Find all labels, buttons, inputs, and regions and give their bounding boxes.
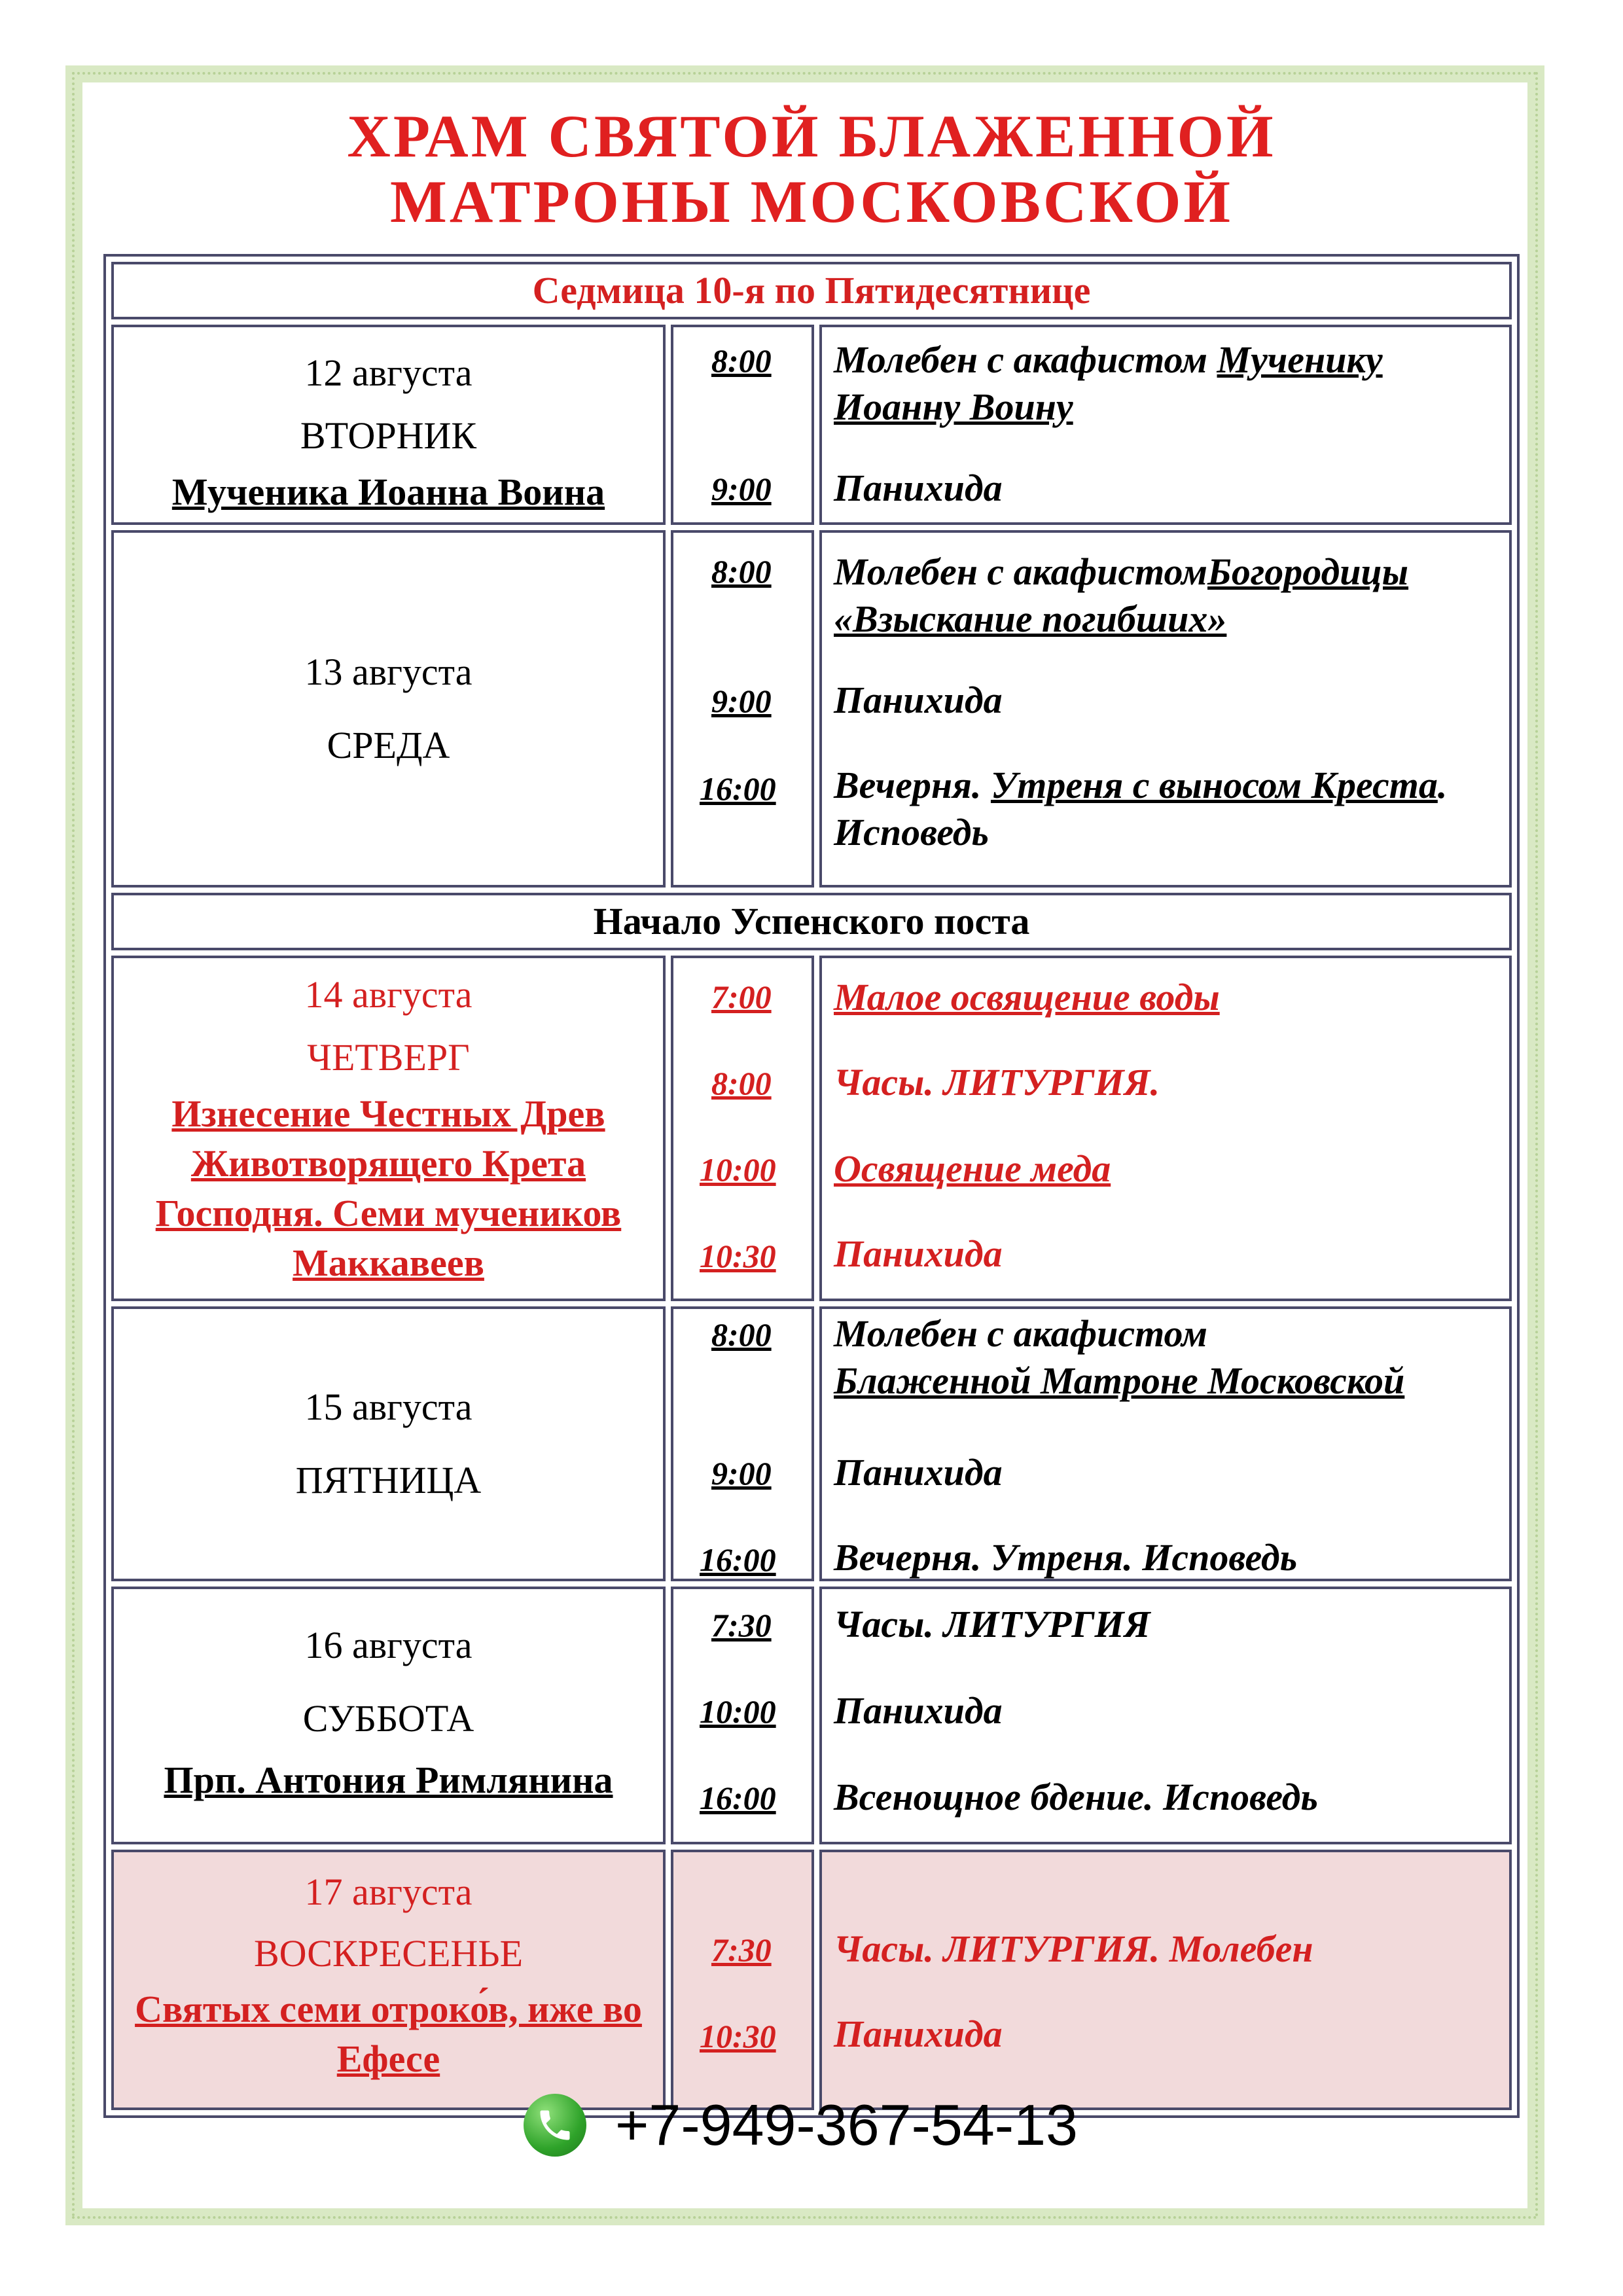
day-date: 12 августа <box>304 351 473 394</box>
week-header-row <box>111 262 1512 319</box>
day-date: 15 августа <box>304 1386 473 1428</box>
contact-phone[interactable] <box>524 2092 1078 2159</box>
service-text: Всенощное бдение. Исповедь <box>834 1776 1318 1818</box>
service-link[interactable]: Богородицы «Взыскание погибших» <box>834 550 1409 640</box>
service-cell <box>819 1850 1512 2110</box>
time-cell <box>671 530 814 888</box>
time-cell <box>671 1850 814 2110</box>
day-weekday: ПЯТНИЦА <box>295 1459 482 1501</box>
service-text: Вечерня. <box>834 764 991 806</box>
time-cell <box>671 1306 814 1581</box>
service-text: . Исповедь <box>834 764 1448 853</box>
service-time: 10:30 <box>699 1238 776 1274</box>
day-weekday: ВОСКРЕСЕНЬЕ <box>253 1932 524 1975</box>
time-cell <box>671 956 814 1301</box>
week-title: Седмица 10-я по Пятидесятнице <box>111 262 1512 319</box>
service-text: Панихида <box>834 1451 1003 1494</box>
service-text: Молебен с акафистом <box>834 1312 1208 1355</box>
table-row <box>111 1587 1512 1844</box>
service-text: Панихида <box>834 1689 1003 1732</box>
service-text: Часы. ЛИТУРГИЯ <box>834 1603 1150 1645</box>
day-feast[interactable]: Прп. Антония Римлянина <box>164 1759 613 1801</box>
service-text: Молебен с акафистом <box>834 338 1217 381</box>
service-item <box>834 762 1495 856</box>
service-text: Панихида <box>834 467 1003 509</box>
church-title-line1: ХРАМ СВЯТОЙ БЛАЖЕННОЙ <box>347 103 1276 170</box>
service-text: Панихида <box>834 679 1003 721</box>
service-time: 7:30 <box>711 1931 772 1968</box>
service-cell <box>819 530 1512 888</box>
service-text: Панихида <box>834 1232 1003 1275</box>
fast-header-row <box>111 893 1512 950</box>
day-weekday: СУББОТА <box>302 1697 474 1740</box>
service-time: 16:00 <box>699 1780 776 1816</box>
table-row <box>111 956 1512 1301</box>
day-feast: Мученика Иоанна Воина <box>171 471 605 513</box>
service-time: 10:00 <box>699 1151 776 1188</box>
time-cell <box>671 325 814 525</box>
service-link[interactable]: Малое освящение воды <box>834 976 1220 1018</box>
service-link[interactable]: Мученику Иоанну Воину <box>834 338 1383 428</box>
service-time: 10:30 <box>699 2018 776 2054</box>
service-cell <box>819 1587 1512 1844</box>
day-date: 17 августа <box>304 1871 473 1913</box>
day-cell <box>111 956 666 1301</box>
schedule-table <box>103 254 1520 2118</box>
service-cell <box>819 1306 1512 1581</box>
day-cell <box>111 1306 666 1581</box>
service-time: 7:30 <box>711 1607 772 1643</box>
service-cell <box>819 956 1512 1301</box>
service-time: 8:00 <box>711 342 772 379</box>
service-item <box>834 548 1495 643</box>
table-row <box>111 530 1512 888</box>
service-time: 8:00 <box>711 1065 772 1102</box>
day-cell <box>111 1850 666 2110</box>
table-row <box>111 1850 1512 2110</box>
fast-title: Начало Успенского поста <box>111 893 1512 950</box>
service-link[interactable]: Блаженной Матроне Московской <box>834 1359 1405 1402</box>
phone-icon <box>524 2094 586 2157</box>
time-cell <box>671 1587 814 1844</box>
phone-number[interactable]: +7-949-367-54-13 <box>615 2092 1078 2157</box>
day-cell <box>111 325 666 525</box>
day-date: 14 августа <box>304 973 473 1016</box>
day-weekday: ЧЕТВЕРГ <box>307 1036 470 1079</box>
service-time: 10:00 <box>699 1693 776 1730</box>
service-time: 8:00 <box>711 553 772 590</box>
day-feast[interactable]: Изнесение Честных Древ Животворящего Крета Господня. Семи мучеников Маккавеев <box>155 1092 622 1284</box>
service-item <box>834 1310 1495 1405</box>
day-date: 16 августа <box>304 1624 473 1666</box>
service-time: 7:00 <box>711 978 772 1015</box>
service-time: 9:00 <box>711 1455 772 1492</box>
table-row <box>111 1306 1512 1581</box>
service-time: 8:00 <box>711 1316 772 1353</box>
service-text: Молебен с акафистом <box>834 550 1208 593</box>
service-item <box>834 336 1495 431</box>
day-weekday: ВТОРНИК <box>300 414 477 457</box>
service-cell <box>819 325 1512 525</box>
service-link[interactable]: Утреня с выносом Креста <box>990 764 1438 806</box>
day-cell <box>111 530 666 888</box>
church-title-line2: МАТРОНЫ МОСКОВСКОЙ <box>390 168 1233 235</box>
service-text: Часы. ЛИТУРГИЯ. <box>834 1061 1160 1103</box>
service-time: 9:00 <box>711 471 772 507</box>
table-row <box>111 325 1512 525</box>
service-text: Часы. ЛИТУРГИЯ. Молебен <box>834 1928 1313 1970</box>
service-text: Панихида <box>834 2013 1003 2055</box>
service-time: 16:00 <box>699 1541 776 1578</box>
day-cell <box>111 1587 666 1844</box>
day-date: 13 августа <box>304 651 473 693</box>
service-text: Вечерня. Утреня. Исповедь <box>834 1536 1298 1579</box>
service-time: 16:00 <box>699 770 776 807</box>
day-weekday: СРЕДА <box>327 724 450 766</box>
service-time: 9:00 <box>711 683 772 719</box>
day-feast[interactable]: Святых семи отроко́в, иже во Ефесе <box>135 1988 642 2080</box>
service-link[interactable]: Освящение меда <box>834 1147 1111 1190</box>
